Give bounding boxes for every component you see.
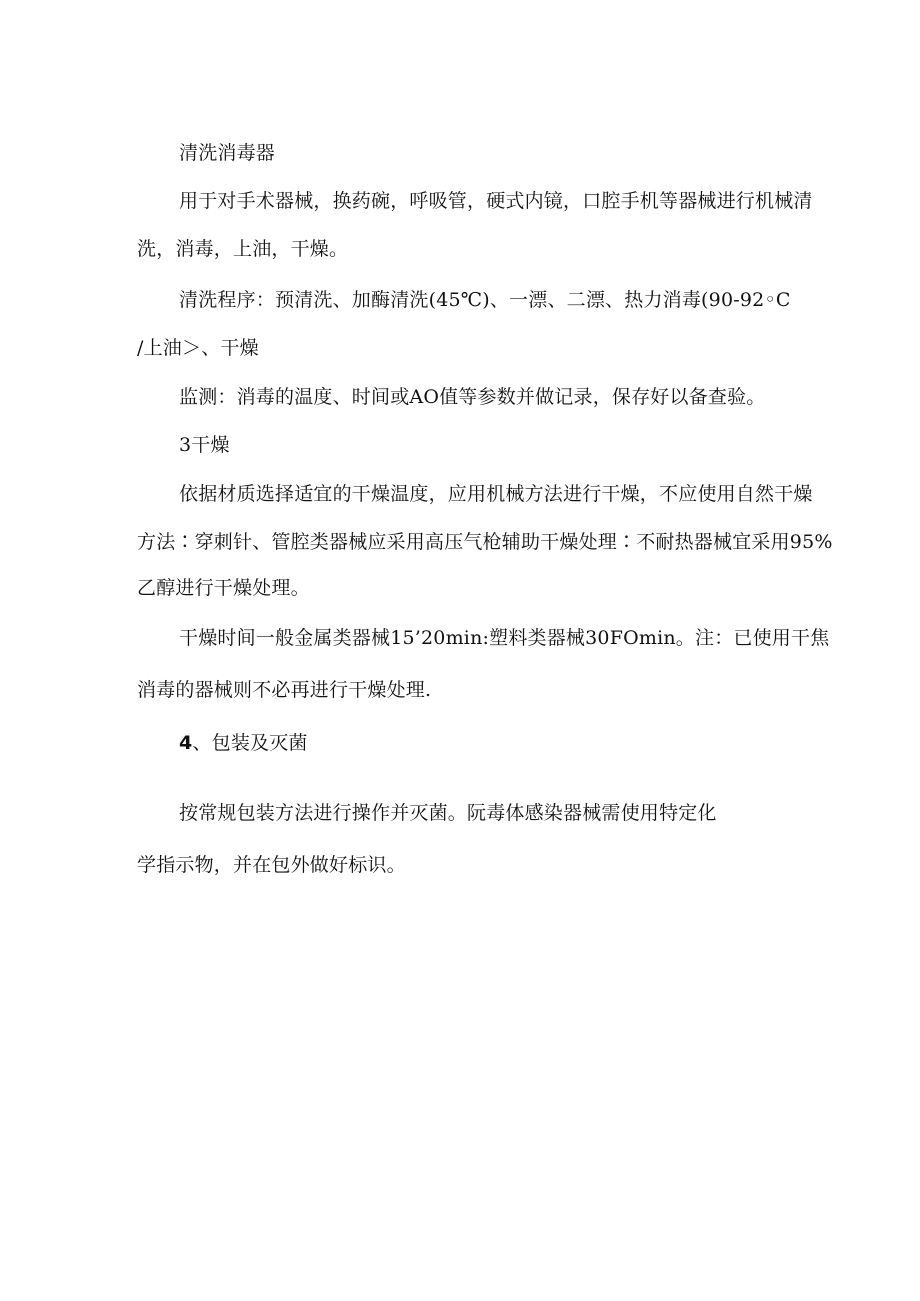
drying-para2-line-2: 消毒的器械则不必再进行干燥处理. [137, 679, 432, 701]
drying-para1-line-2: 方法∶穿刺针、管腔类器械应采用高压气枪辅助干燥处理∶不耐热器械宜采用95% [137, 531, 833, 553]
washer-title: 清洗消毒器 [179, 142, 276, 164]
washer-usage-line-1: 用于对手术器械，换药碗，呼吸管，硬式内镜，口腔手机等器械进行机械清 [179, 190, 813, 212]
packaging-title [179, 731, 308, 755]
packaging-title-text: 、包装及灭菌 [192, 732, 308, 754]
drying-title: 3干燥 [179, 434, 230, 456]
packaging-para-line-1: 按常规包装方法进行操作并灭菌。阮毒体感染器械需使用特定化 [179, 802, 717, 824]
packaging-title-number: 4 [179, 732, 193, 754]
drying-para2-line-1: 干燥时间一般金属类器械15’20min:塑料类器械30FOmin。注：已使用干焦 [179, 627, 830, 649]
washer-usage-line-2: 洗，消毒，上油，干燥。 [137, 238, 349, 260]
packaging-para-line-2: 学指示物，并在包外做好标识。 [137, 854, 406, 876]
drying-para1-line-3: 乙醇进行干燥处理。 [137, 577, 310, 599]
washer-program-line-2: /上油＞、干燥 [137, 337, 259, 359]
washer-program-line-1: 清洗程序：预清洗、加酶清洗(45℃)、一漂、二漂、热力消毒(90-92◦C [179, 289, 791, 311]
drying-para1-line-1: 依据材质选择适宜的干燥温度，应用机械方法进行干燥，不应使用自然干燥 [179, 483, 813, 505]
washer-monitor: 监测：消毒的温度、时间或AO值等参数并做记录，保存好以备查验。 [179, 386, 766, 408]
